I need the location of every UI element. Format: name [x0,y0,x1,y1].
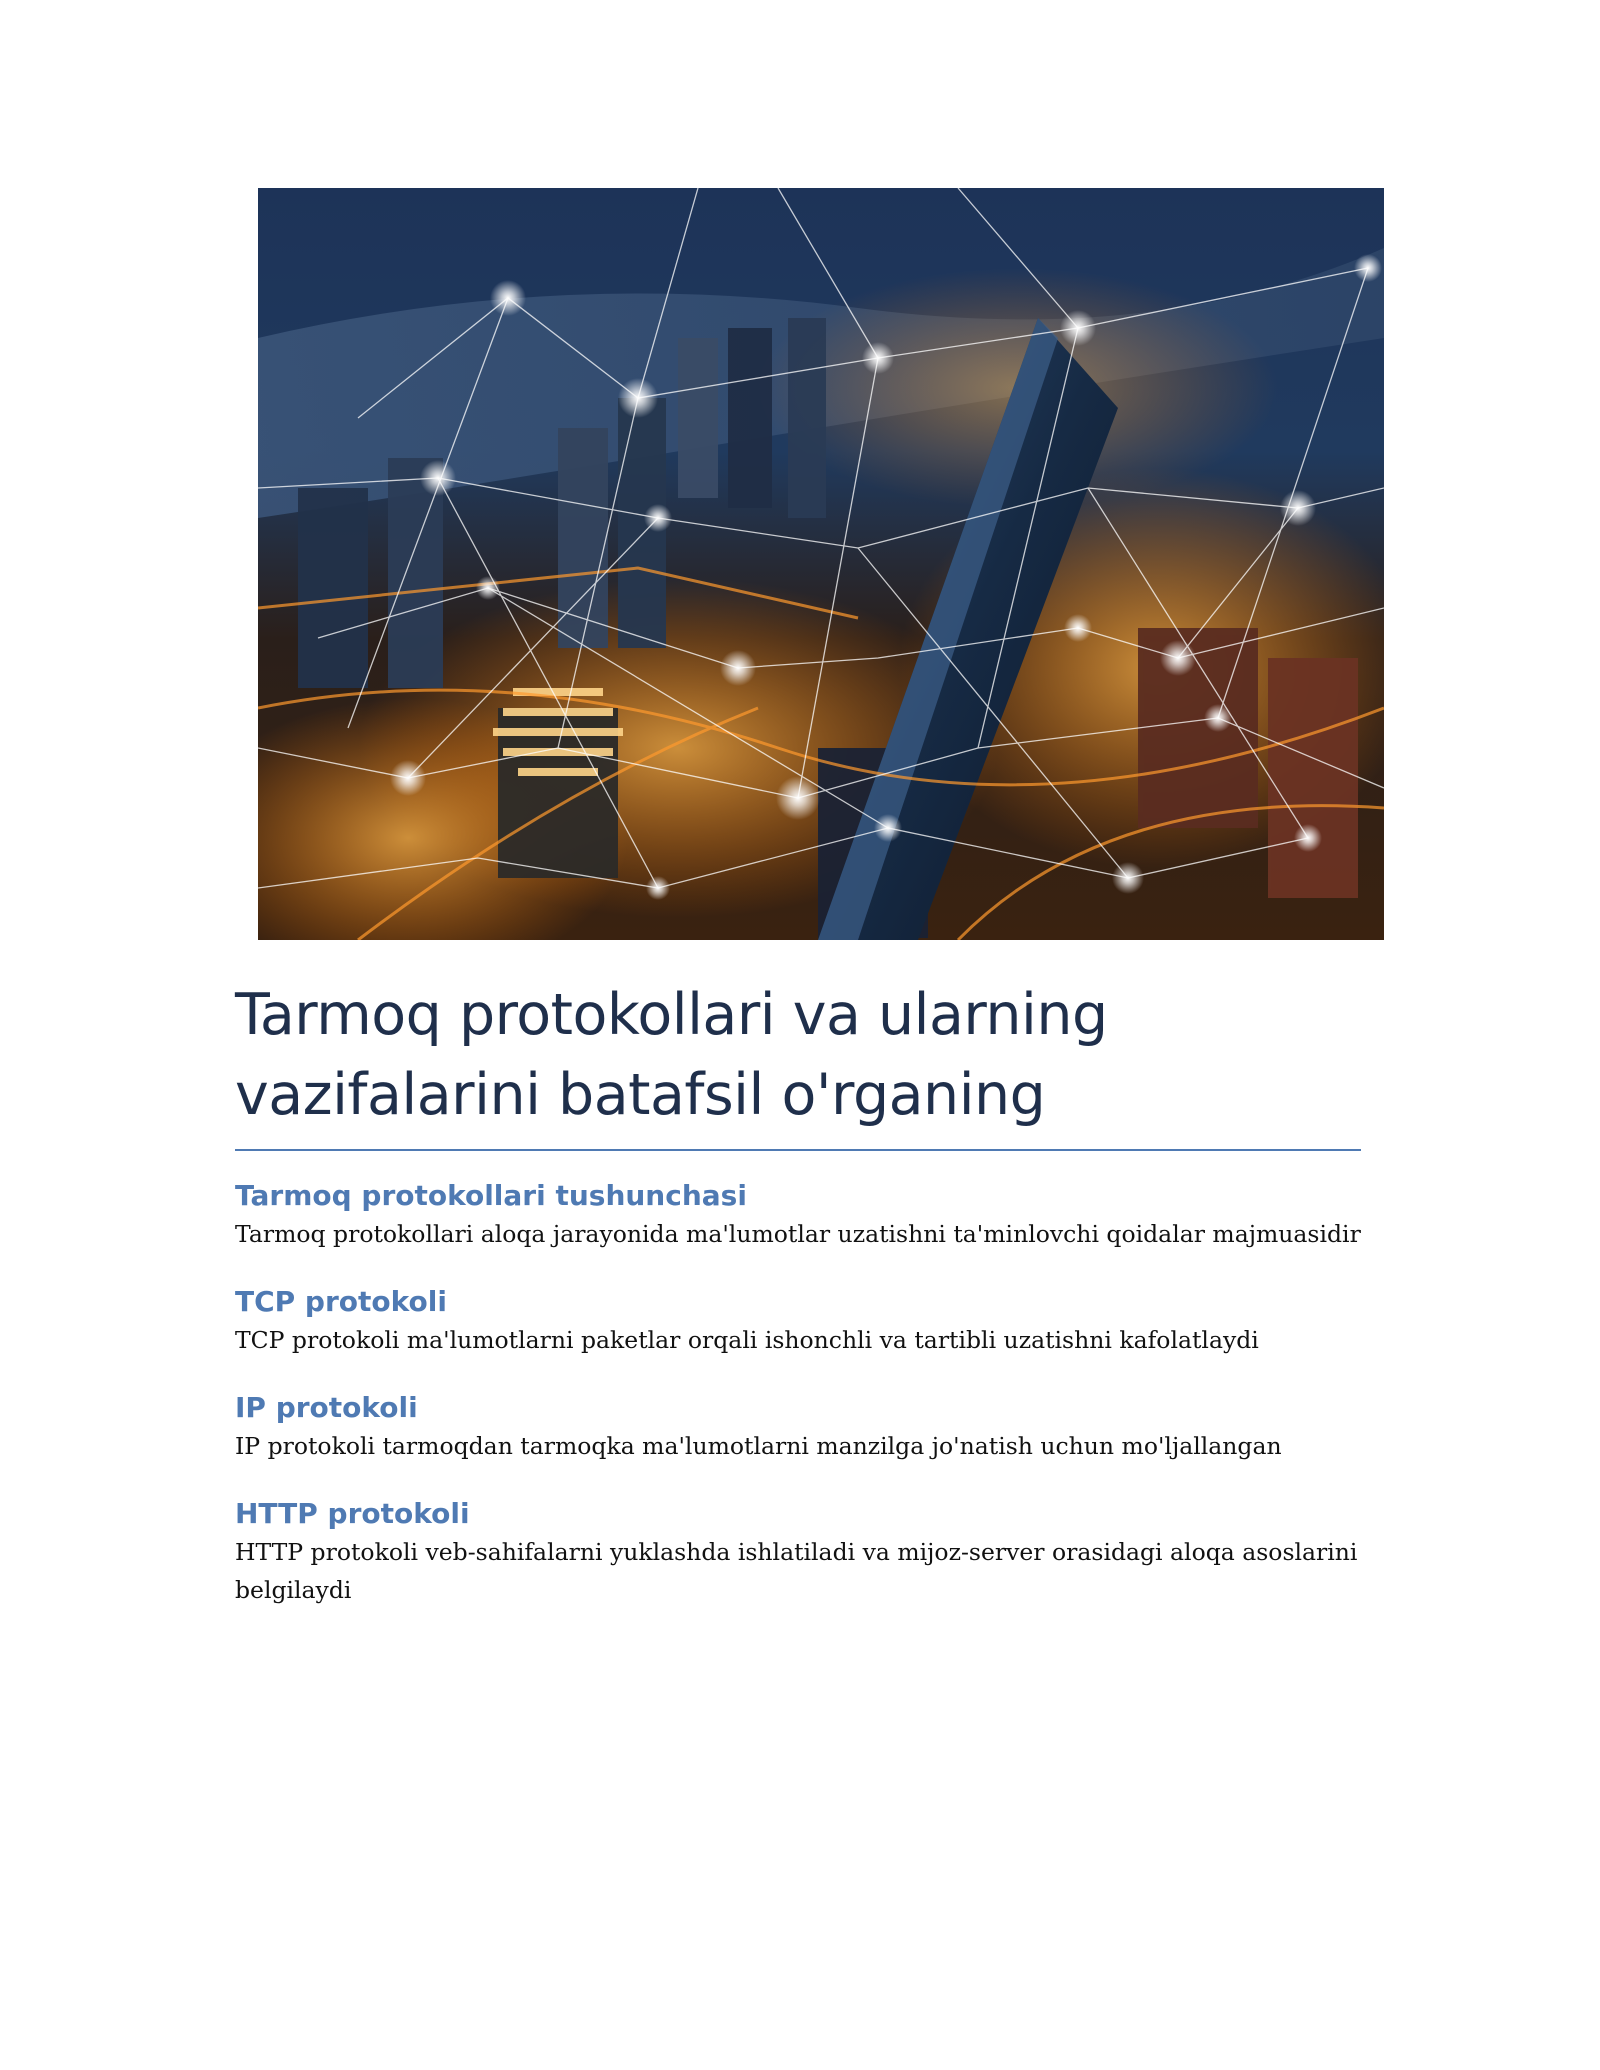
section-tcp [235,1253,1361,1359]
section-body: Tarmoq protokollari aloqa jarayonida ma'lumotlar uzatishni ta'minlovchi qoidalar majmuasidir [235,1220,1361,1248]
section-body: TCP protokoli ma'lumotlarni paketlar orqali ishonchli va tartibli uzatishni kafolatlaydi [235,1326,1259,1354]
document-content [235,975,1361,1609]
section-body: IP protokoli tarmoqdan tarmoqka ma'lumotlarni manzilga jo'natish uchun mo'ljallangan [235,1432,1282,1460]
section-ip [235,1359,1361,1465]
city-network-photo [258,188,1384,940]
page-title: Tarmoq protokollari va ularning vazifalarini batafsil o'rganing [235,975,1361,1151]
section-network-protocols [235,1151,1361,1253]
section-heading: Tarmoq protokollari tushunchasi [235,1179,747,1212]
section-heading: IP protokoli [235,1391,418,1424]
section-heading: HTTP protokoli [235,1497,470,1530]
section-heading: TCP protokoli [235,1285,447,1318]
section-http [235,1465,1361,1609]
section-body: HTTP protokoli veb-sahifalarni yuklashda ishlatiladi va mijoz-server orasidagi aloqa asoslarini belgilaydi [235,1538,1358,1604]
